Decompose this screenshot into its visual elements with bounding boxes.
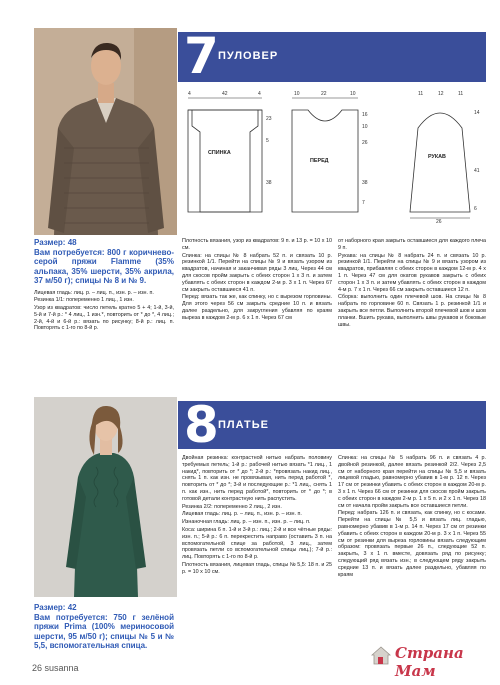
dim: 5	[266, 138, 269, 144]
magazine-name: susanna	[44, 663, 79, 673]
house-icon	[370, 645, 392, 670]
paragraph: Узор из квадратов: число петель кратно 5 + 4; 1-й, 3-й, 5-й и 7-й р.: * 4 лиц., 1 изн.*, повторить от * до *, 4 лиц.; 2-й, 4-й и 6-й р.: вязать по рисунку; 8-й р.: лиц. п. Повторять с 1-го по 8-й р.	[34, 305, 174, 332]
dress-photo	[34, 397, 177, 597]
dim: 11	[458, 91, 464, 97]
label-front: ПЕРЕД	[310, 158, 329, 164]
paragraph: Перед: вязать так же, как спинку, но с вырезом горловины. Для этого через 56 см закрыть средние 10 п. и вязать далее раздельно, для закругления убавляя по краям выреза в каждом 2-м р. 6 х 1 п. Через 67 см	[182, 294, 332, 321]
paragraph: Лицевая гладь: лиц. р. – лиц. п., изн. р. – изн. п.	[182, 511, 302, 518]
pullover-photo	[34, 28, 177, 235]
pattern-8-col-1	[34, 603, 174, 651]
pattern-7-col-1	[34, 238, 174, 333]
dim: 41	[474, 168, 480, 174]
dim: 7	[362, 200, 365, 206]
pattern-8-col-3	[338, 455, 486, 579]
paragraph: Двойная резинка: контрастной нитью набрать половину требуемых петель; 1-й р.: рабочей нитью вязать *1 лиц., 1 накид*, повторить от * до *; 2-й р.: *провязать накид лиц., снять 1 п. как изн. не провязывая, нить перед работой *, повторить от * до *; 3-й и последующие р.: *1 лиц., снять 1 п. как изн., нить перед работой*, повторить от * до *; в готовой детали контрастную нить распустить.	[182, 455, 332, 502]
label-sleeve: РУКАВ	[428, 154, 446, 160]
pattern-8-banner	[178, 396, 486, 454]
dim: 26	[362, 140, 368, 146]
paragraph: Плотность вязания, узор из квадратов: 9 п. и 13 р. = 10 х 10 см.	[182, 238, 332, 251]
paragraph: от наборного края закрыть оставшиеся для каждого плеча 9 п.	[338, 238, 486, 251]
paragraph: Резинка 1/1: попеременно 1 лиц., 1 изн.	[34, 297, 134, 304]
page-footer	[32, 663, 79, 673]
dim: 26	[436, 219, 442, 225]
pattern-8-materials: Вам потребуется: 750 г зелёной пряжи Prima (100% мериносовой шерсти, 95 м/50 г); спицы № 5 и № 5,5, вспомогательная спица.	[34, 612, 174, 650]
pattern-7-materials: Вам потребуется: 800 г коричнево-серой пряжи Flamme (35% альпака, 35% шерсти, 35% акрила, 37 м/50 г); спицы № 8 и № 9.	[34, 247, 174, 285]
dim: 38	[266, 180, 272, 186]
paragraph: Лицевая гладь: лиц. р. – лиц. п., изн. р. – изн. п.	[34, 289, 154, 296]
paragraph: Спинка: на спицы № 5 набрать 96 п. и связать 4 р. двойной резинкой, далее вязать резинкой 2/2. Через 2,5 см от наборного края перейти на спицы № 5,5 и вязать лицевой гладью, равномерно убавив в 1-м р. 12 п. Через 17 см от резинки убавить с обеих сторон в каждом 20-м р. 3 х 1 п. Через 66 см от резинки для скосов пройм закрыть с обеих сторон в каждом 2-м р. 1 х 5 п. и 2 х 1 п. Через 18 см от начала пройм закрыть все оставшиеся петли.	[338, 455, 486, 509]
dim: 42	[222, 91, 228, 97]
dim: 16	[362, 112, 368, 118]
label-back: СПИНКА	[208, 150, 231, 156]
pattern-7-banner	[178, 27, 486, 85]
dim: 14	[474, 110, 480, 116]
pattern-7-title: ПУЛОВЕР	[218, 50, 279, 62]
dim: 12	[438, 91, 444, 97]
pattern-7-col-3	[338, 238, 486, 329]
paragraph: Рукава: на спицы № 8 набрать 24 п. и связать 10 р. резинкой 1/1. Перейти на спицы № 9 и вязать узором из квадратов, прибавляя с обеих сторон в каждом 12-м р. 4 х 1 п. Через 47 см для окатов рукавов закрыть с обеих сторон 1 х 3 п. и затем убавлять с обеих сторон в каждом 4-м р. 7 х 1 п. Через 66 см закрыть оставшиеся 12 п.	[338, 252, 486, 293]
dim: 11	[418, 91, 424, 97]
pattern-7-size: Размер: 48	[34, 238, 77, 247]
dim: 22	[321, 91, 327, 97]
dim: 23	[266, 116, 272, 122]
dim: 4	[188, 91, 191, 97]
paragraph: Спинка: на спицы № 8 набрать 52 п. и связать 10 р. резинкой 1/1. Перейти на спицы № 9 и вязать узором из квадратов, начиная и заканчивая ряды 3 лиц. Через 44 см для скосов пройм закрыть с обеих сторон 1 х 3 п. и затем убавлять с обеих сторон в каждом 2-м р. 3 х 1 п. Через 67 см закрыть оставшиеся 41 п.	[182, 252, 332, 293]
paragraph: Плотность вязания, лицевая гладь, спицы № 5,5: 18 п. и 25 р. = 10 х 10 см.	[182, 561, 332, 575]
paragraph: Резинка 2/2: попеременно 2 лиц., 2 изн.	[182, 503, 282, 510]
pattern-7-number: 7	[184, 27, 219, 85]
dim: 10	[294, 91, 300, 97]
paragraph: Изнаночная гладь: лиц. р. – изн. п., изн. р. – лиц. п.	[182, 519, 311, 526]
page-number: 26	[32, 663, 43, 673]
pattern-7-col-2	[182, 238, 332, 323]
pattern-8-number: 8	[184, 396, 219, 454]
schematic-diagrams	[180, 88, 490, 228]
dim: 10	[350, 91, 356, 97]
dim: 10	[362, 124, 368, 130]
pattern-8-title: ПЛАТЬЕ	[218, 419, 269, 431]
pattern-8-size: Размер: 42	[34, 603, 77, 612]
dim: 4	[258, 91, 261, 97]
paragraph: Перед: набрать 126 п. и связать, как спинку, но с косами. Перейти на спицы № 5,5 и вязать лиц. гладью, равномерно убавив в 1-м р. 14 п. Через 17 см от резинки убавить с обеих сторон в каждом 20-м р. 3 х 1 п. Через 55 см от резинки для выреза горловины вязать следующим образом: провязать первые 26 п., следующие 52 п. закрыть, 3 х 1 п. вместе, довязать ряд по рисунку; следующий ряд вязать изн.; в следующем ряду закрыть средние 13 п. и вязать далее раздельно, убавляя по краям	[338, 510, 486, 578]
paragraph: Коса: ширина 6 п. 1-й и 3-й р.: лиц.; 2-й и все чётные ряды: изн. п.; 5-й р.: 6 п. перекрестить направо (оставить 3 п. на вспомогательной спице за работой, 3 лиц., затем провязать петли со вспомогательной спицы лиц.); 7-й р.: лиц. Повторять с 1-го по 8-й р.	[182, 526, 332, 561]
dim: 38	[362, 180, 368, 186]
watermark: Страна Мам	[395, 644, 464, 680]
paragraph: Сборка: выполнить один плечевой шов. На спицы № 8 набрать по горловине 60 п. Связать 1 р. резинкой 1/1 и закрыть все петли. Выполнить второй плечевой шов и шов планки. Вшить рукава, выполнить швы рукавов и боковые швы.	[338, 294, 486, 328]
dim: 6	[474, 206, 477, 212]
pattern-8-col-2	[182, 455, 332, 577]
